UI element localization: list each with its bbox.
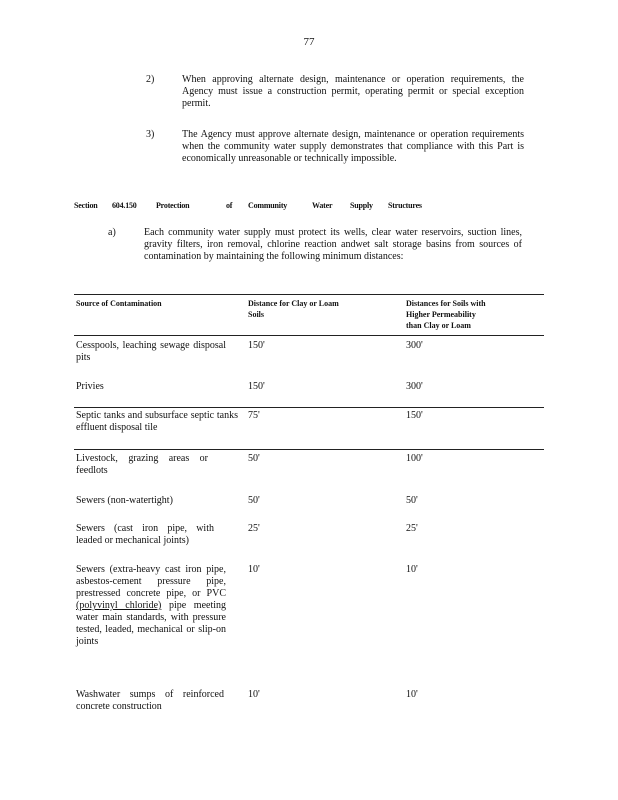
section-heading	[74, 201, 534, 210]
section-title-word: Protection	[156, 201, 190, 210]
table-header-higher	[406, 298, 536, 331]
cell-source: Washwater sumps of reinforced concrete construction	[76, 689, 224, 712]
section-title-word: Supply	[350, 201, 373, 210]
table-row-rule	[74, 449, 544, 450]
list-item-text: When approving alternate design, maintenance or operation requirements, the Agency must issue a construction permit, operating permit or special exception permit.	[182, 74, 524, 109]
cell-clay: 50'	[248, 453, 260, 464]
cell-clay: 50'	[248, 495, 260, 506]
cell-clay: 25'	[248, 523, 260, 534]
section-title-word: Structures	[388, 201, 422, 210]
cell-clay: 150'	[248, 340, 265, 351]
list-item	[146, 74, 526, 114]
section-title-word: of	[226, 201, 233, 210]
cell-clay: 10'	[248, 564, 260, 575]
section-title-word: Community	[248, 201, 288, 210]
list-item-number: 3)	[146, 129, 155, 140]
paragraph-text: Each community water supply must protect its wells, clear water reservoirs, suction lines, gravity filters, iron removal, chlorine reaction andwet salt storage basins from sources of contamination by maintaining the following minimum distances:	[144, 227, 522, 262]
cell-source: Septic tanks and subsurface septic tanks effluent disposal tile	[76, 410, 238, 433]
header-text: Source of Contamination	[76, 299, 162, 308]
cell-higher: 300'	[406, 381, 423, 392]
list-item-number: 2)	[146, 74, 155, 85]
page-number: 77	[303, 36, 315, 48]
list-item-text: The Agency must approve alternate design, maintenance or operation requirements when the community water supply demonstrates that compliance with this Part is economically unreasonable or technically impossible.	[182, 129, 524, 164]
header-text: Soils	[248, 310, 265, 319]
cell-higher: 100'	[406, 453, 423, 464]
cell-source: Sewers (non-watertight)	[76, 495, 173, 506]
header-text: Higher Permeability	[406, 310, 476, 319]
cell-clay: 75'	[248, 410, 260, 421]
cell-higher: 150'	[406, 410, 423, 421]
source-text: pipe meeting water main standards, with pressure tested, leaded, mechanical or slip-on joints	[76, 600, 226, 647]
header-text: Distance for Clay or Loam	[248, 299, 339, 308]
cell-higher: 10'	[406, 564, 418, 575]
cell-source: Sewers (cast iron pipe, with leaded or mechanical joints)	[76, 523, 214, 546]
paragraph-a	[108, 227, 528, 283]
cell-higher: 50'	[406, 495, 418, 506]
cell-clay: 150'	[248, 381, 265, 392]
paragraph-number: a)	[108, 227, 116, 238]
table-top-rule	[74, 294, 544, 295]
cell-source	[76, 564, 226, 648]
header-text: than Clay or Loam	[406, 321, 471, 330]
table-row-rule	[74, 407, 544, 408]
section-number: 604.150	[112, 201, 137, 210]
table-header-source	[76, 298, 236, 309]
cell-clay: 10'	[248, 689, 260, 700]
cell-higher: 300'	[406, 340, 423, 351]
source-text: Sewers (extra-heavy cast iron pipe, asbestos-cement pressure pipe, prestressed concrete pipe, or PVC	[76, 564, 226, 599]
header-text: Distances for Soils with	[406, 299, 486, 308]
cell-higher: 25'	[406, 523, 418, 534]
section-label: Section	[74, 201, 98, 210]
table-header-clay	[248, 298, 388, 320]
section-title-word: Water	[312, 201, 333, 210]
cell-source: Privies	[76, 381, 104, 392]
header-bottom-rule	[74, 335, 544, 336]
cell-source: Cesspools, leaching sewage disposal pits	[76, 340, 226, 363]
source-underlined-text: (polyvinyl chloride)	[76, 600, 162, 611]
cell-source: Livestock, grazing areas or feedlots	[76, 453, 208, 476]
cell-higher: 10'	[406, 689, 418, 700]
list-item	[146, 129, 526, 181]
